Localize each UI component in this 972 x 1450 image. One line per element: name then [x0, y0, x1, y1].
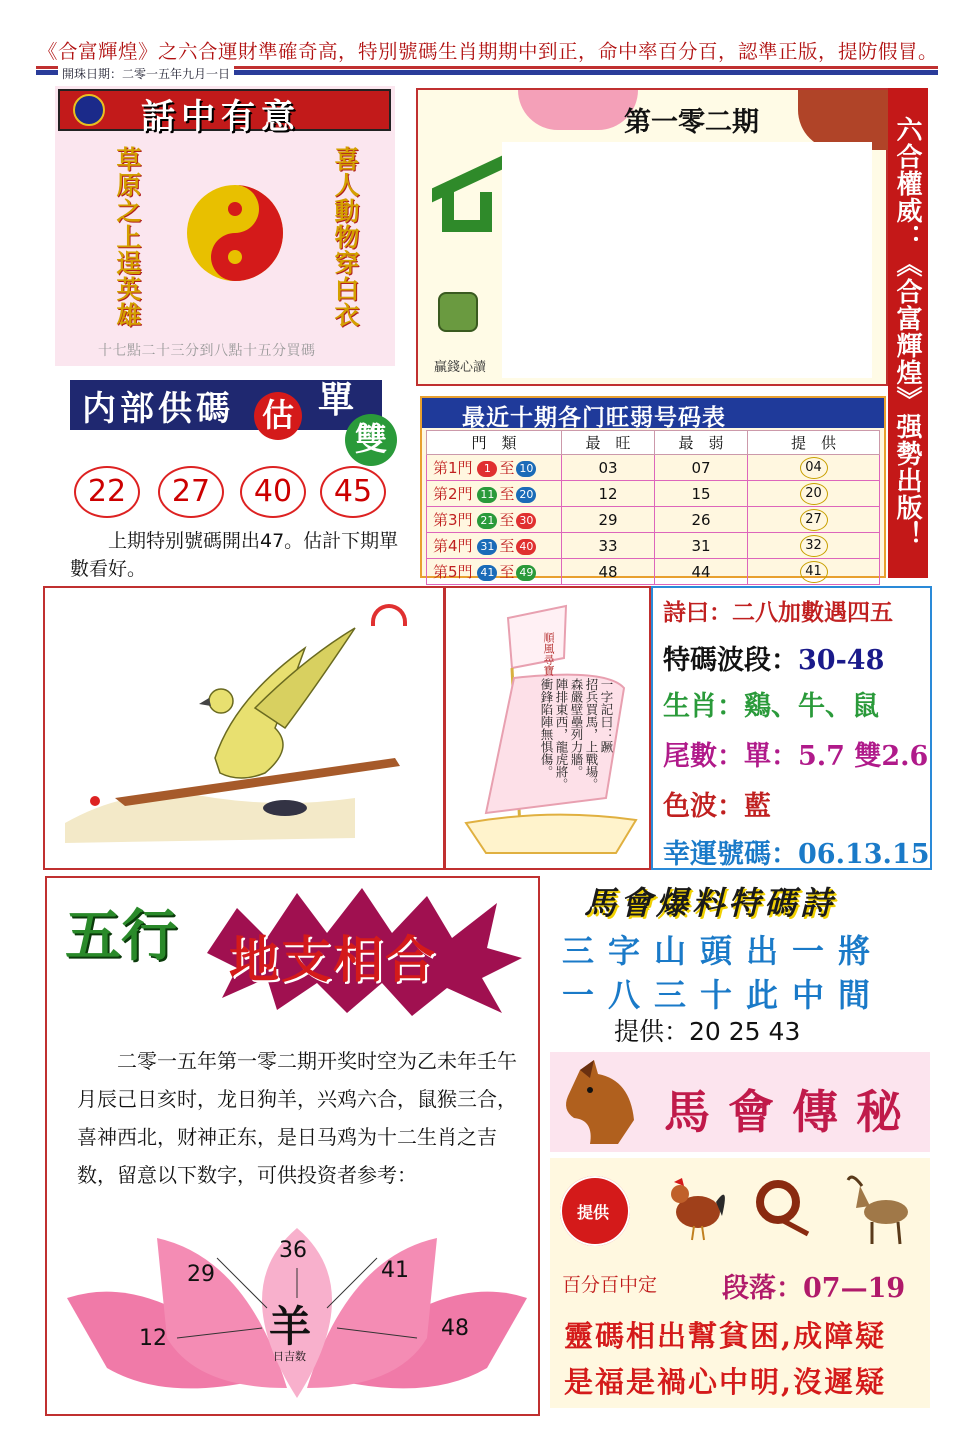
wang-table-header: [427, 431, 880, 455]
gate-from-ball: 41: [477, 565, 497, 581]
yin-yang-icon: [185, 183, 285, 283]
wang-table-row: [427, 507, 880, 533]
gate-to-ball: 49: [516, 565, 536, 581]
hint-box: [55, 86, 395, 366]
snake-icon: [748, 1178, 812, 1238]
gate-from-ball: 21: [477, 513, 497, 529]
sail-poem-line: 陣排東西，龍虎將。: [554, 678, 569, 791]
poem-line-2: 特碼波段：30-48: [663, 645, 885, 676]
internal-number-2: 27: [158, 466, 224, 518]
wuxing-title-b: 地支相合: [229, 930, 437, 989]
ruo-cell: 07: [655, 455, 748, 481]
col-header: 門 類: [427, 431, 562, 455]
horse-secret-line-2: 是福是禍心中明,沒遲疑: [564, 1365, 887, 1399]
lotus-number-12: 12: [139, 1326, 167, 1351]
sail-poem-line: 森嚴壁壘列力牆。: [569, 678, 584, 778]
ruo-cell: 31: [655, 533, 748, 559]
lotus-number-41: 41: [381, 1258, 409, 1283]
poem-line-6: 幸運號碼：06.13.15: [663, 839, 930, 870]
gate-from-ball: 1: [477, 461, 497, 477]
wang-table-title: 最近十期各门旺弱号码表: [462, 404, 726, 431]
gate-cell: [427, 455, 562, 481]
horse-head-icon: [560, 1060, 640, 1146]
wang-table-row: [427, 455, 880, 481]
hint-left-vertical: 草原之上逞英雄: [113, 146, 142, 328]
gate-to-ball: 30: [516, 513, 536, 529]
poem-line-3: 生肖：鷄、牛、鼠: [663, 691, 879, 722]
he-logo-icon: [432, 152, 502, 242]
sail-poem-line: 招兵買馬，上戰場。: [584, 678, 599, 791]
gate-from-ball: 11: [477, 487, 497, 503]
gate-to-ball: 40: [516, 539, 536, 555]
horse-poem-line-2: 一八三十此中間: [562, 976, 885, 1014]
gate-cell: [427, 559, 562, 585]
ruo-cell: 15: [655, 481, 748, 507]
lotus-number-36: 36: [279, 1238, 307, 1263]
provide-value: 20: [800, 483, 828, 505]
ruo-cell: 44: [655, 559, 748, 585]
internal-note: 上期特别號碼開出47。估計下期單數看好。: [70, 530, 399, 580]
provide-value: 27: [800, 509, 828, 531]
wang-table-row: [427, 533, 880, 559]
gate-label: 第5門: [433, 563, 473, 581]
horse-secret-segment: 段落：07—19: [722, 1273, 906, 1304]
wang-table-box: [420, 396, 886, 581]
badge-shuang: 雙: [345, 414, 397, 466]
gate-sep: 至: [499, 511, 515, 529]
provide-value: 41: [800, 561, 828, 583]
gate-from-ball: 31: [477, 539, 497, 555]
lotus-number-48: 48: [441, 1316, 469, 1341]
provide-cell: [748, 507, 880, 533]
sail-box: [444, 586, 651, 870]
gate-label: 第3門: [433, 511, 473, 529]
gate-sep: 至: [499, 537, 515, 555]
provide-cell: [748, 533, 880, 559]
gate-cell: [427, 507, 562, 533]
wang-table-wrapper: [426, 430, 880, 585]
wang-cell: 12: [562, 481, 655, 507]
wang-cell: 48: [562, 559, 655, 585]
provide-cell: [748, 481, 880, 507]
ruo-cell: 26: [655, 507, 748, 533]
stamp-icon: [560, 1176, 630, 1246]
horse-secret-sure: 百分百中定: [562, 1274, 658, 1296]
poem-line-5: 色波：藍: [663, 791, 771, 822]
wuxing-paragraph: 二零一五年第一零二期开奖时空为乙未年壬午月辰己日亥时，龙日狗羊，兴鸡六合，鼠猴三合，喜神西北，财神正东，是日马鸡为十二生肖之吉数，留意以下数字，可供投资者参考：: [77, 1049, 517, 1187]
badge-dan: 單: [318, 379, 355, 421]
poem-line-4: 尾數：單：5.7 雙2.6: [663, 741, 929, 772]
goat-icon: [842, 1172, 918, 1248]
eagle-box: [43, 586, 445, 870]
hint-right-vertical: 喜人動物穿白衣: [331, 146, 360, 328]
money-icon: [438, 292, 478, 332]
gate-to-ball: 10: [516, 461, 536, 477]
side-banner-text: 六合權威：《合富輝煌》强勢出版！: [892, 116, 922, 548]
eagle-illustration: [55, 608, 435, 858]
poem-box: [651, 586, 932, 870]
horse-secret-line-1: 靈碼相出幫貧困,成障疑: [564, 1319, 887, 1353]
gate-to-ball: 20: [516, 487, 536, 503]
side-banner: [888, 88, 928, 578]
period-decor-brown: [798, 90, 888, 150]
wang-table: [426, 430, 880, 585]
wang-cell: 29: [562, 507, 655, 533]
sail-poem-line: 衝鋒陷陣無惧傷。: [539, 678, 554, 778]
wang-table-row: [427, 481, 880, 507]
wang-table-body: [427, 455, 880, 585]
gate-cell: [427, 481, 562, 507]
wang-table-row: [427, 559, 880, 585]
internal-number-3: 40: [240, 466, 306, 518]
gate-label: 第1門: [433, 459, 473, 477]
wuxing-title-a: 五行: [65, 903, 177, 969]
internal-title: 内部供碼: [82, 389, 234, 429]
wang-cell: 03: [562, 455, 655, 481]
col-header: 最 旺: [562, 431, 655, 455]
wuxing-box: [45, 876, 540, 1416]
rooster-icon: [660, 1172, 730, 1242]
internal-number-1: 22: [74, 466, 140, 518]
lotus-number-29: 29: [187, 1262, 215, 1287]
horse-secret-title: 馬會傳秘: [664, 1085, 920, 1139]
wang-cell: 33: [562, 533, 655, 559]
badge-gu: 估: [254, 392, 302, 440]
sail-poem-line: 一字記曰：蹶: [599, 678, 614, 753]
horse-poem-line-1: 三字山頭出一將: [562, 932, 885, 970]
gate-sep: 至: [499, 485, 515, 503]
provide-cell: [748, 559, 880, 585]
period-decor-pink: [518, 90, 638, 130]
col-header: 最 弱: [655, 431, 748, 455]
gate-label: 第4門: [433, 537, 473, 555]
hint-logo-icon: [73, 94, 105, 126]
date-label: 開珠日期：二零一五年九月一日: [58, 65, 234, 82]
header-banner: 《合富輝煌》之六合運財準確奇高，特別號碼生肖期期中到正，命中率百分百，認準正版，提防假冒。: [38, 40, 939, 63]
hint-title: 話中有意: [141, 97, 301, 137]
lotus-sub: 日吉数: [273, 1350, 306, 1363]
gate-cell: [427, 533, 562, 559]
stamp-center: 提供: [577, 1203, 610, 1222]
internal-number-4: 45: [320, 466, 386, 518]
provide-value: 04: [800, 457, 828, 479]
col-header: 提 供: [748, 431, 880, 455]
poem-line-1: 詩曰：二八加數遇四五: [663, 599, 893, 626]
gate-sep: 至: [499, 563, 515, 581]
gate-sep: 至: [499, 459, 515, 477]
sail-poem: [504, 678, 614, 808]
sail-flag: 順風尋寶: [542, 632, 555, 676]
period-box: [416, 88, 888, 386]
gate-label: 第2門: [433, 485, 473, 503]
period-caption: 贏錢心讀: [434, 360, 487, 375]
provide-cell: [748, 455, 880, 481]
provide-value: 32: [800, 535, 828, 557]
horse-poem-provide: 提供：20 25 43: [614, 1017, 801, 1046]
period-white-panel: [502, 142, 872, 378]
hint-footer: 十七點二十三分到八點十五分買碼: [98, 343, 316, 359]
period-title: 第一零二期: [624, 107, 759, 138]
lotus-center: 羊: [269, 1302, 312, 1351]
horse-poem-title: 馬會爆料特碼詩: [584, 884, 837, 922]
